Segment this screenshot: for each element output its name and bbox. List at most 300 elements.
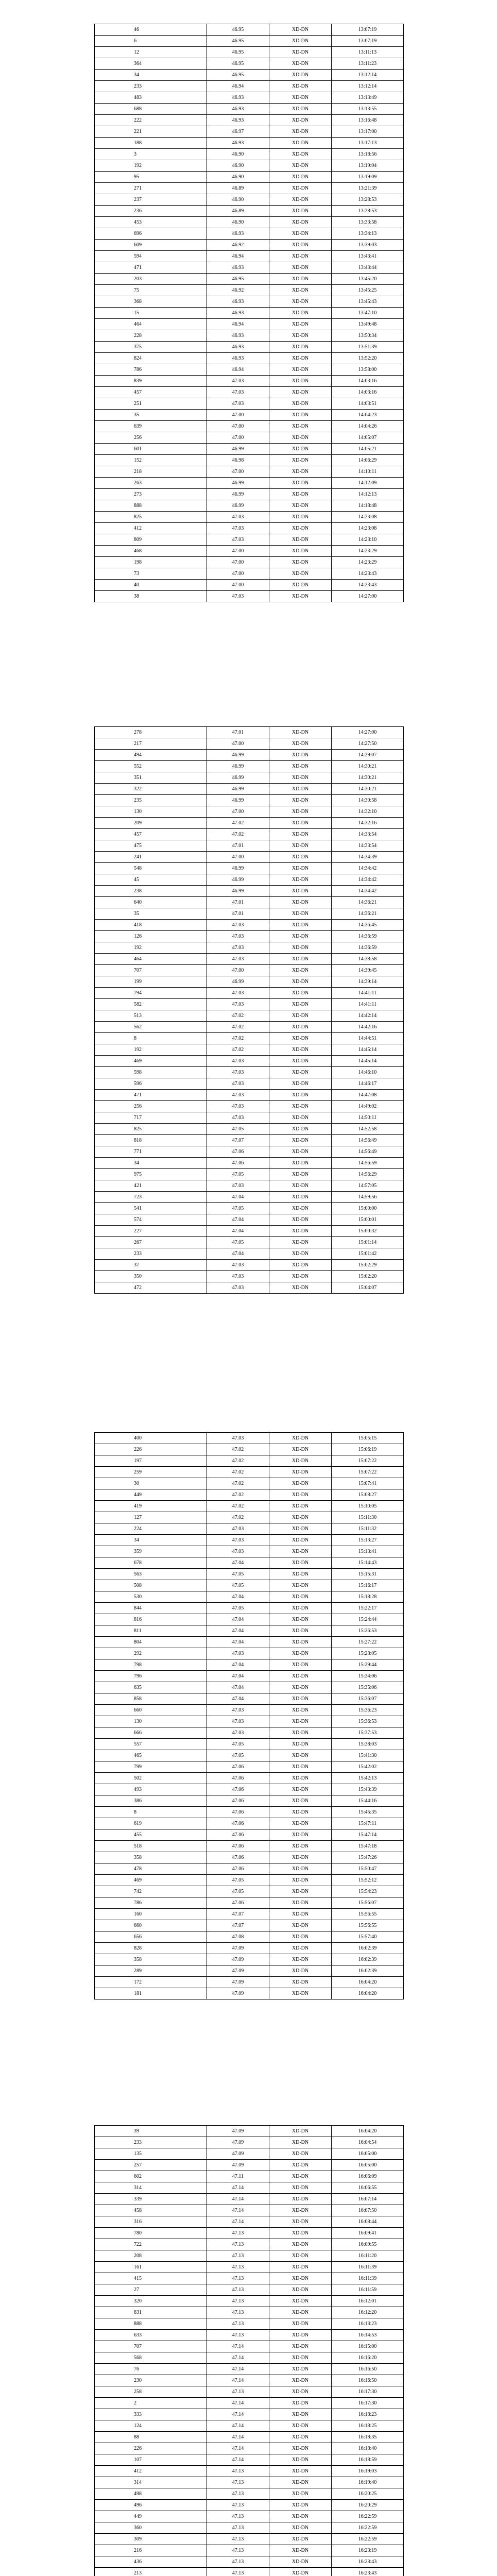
- code-cell: XD-DN: [269, 138, 332, 149]
- price-cell: 47.05: [207, 1169, 269, 1180]
- table-row: [95, 160, 404, 172]
- code-cell: XD-DN: [269, 2386, 332, 2398]
- quantity-cell: 557: [95, 1739, 207, 1750]
- code-cell: XD-DN: [269, 2454, 332, 2466]
- table-row: [95, 126, 404, 138]
- time-cell: 15:05:15: [332, 1433, 404, 1444]
- time-cell: 14:42:16: [332, 1022, 404, 1033]
- quantity-cell: 562: [95, 1022, 207, 1033]
- quantity-cell: 34: [95, 1158, 207, 1169]
- price-cell: 47.04: [207, 1214, 269, 1226]
- table-row: [95, 206, 404, 217]
- table-row: [95, 1124, 404, 1135]
- code-cell: XD-DN: [269, 1260, 332, 1271]
- time-cell: 16:22:59: [332, 2534, 404, 2545]
- quantity-cell: 130: [95, 1716, 207, 1727]
- quantity-cell: 27: [95, 2284, 207, 2296]
- code-cell: XD-DN: [269, 931, 332, 942]
- quantity-cell: 216: [95, 2545, 207, 2556]
- quantity-cell: 464: [95, 954, 207, 965]
- time-cell: 14:39:45: [332, 965, 404, 976]
- time-cell: 14:33:54: [332, 829, 404, 840]
- table-row: [95, 2511, 404, 2522]
- price-cell: 46.93: [207, 342, 269, 353]
- time-cell: 15:16:17: [332, 1580, 404, 1591]
- quantity-cell: 76: [95, 2364, 207, 2375]
- code-cell: XD-DN: [269, 489, 332, 500]
- price-cell: 47.09: [207, 1943, 269, 1954]
- time-cell: 13:58:00: [332, 364, 404, 376]
- table-row: [95, 1557, 404, 1569]
- table-row: [95, 829, 404, 840]
- quantity-cell: 358: [95, 1954, 207, 1965]
- table-row: [95, 410, 404, 421]
- time-cell: 13:51:39: [332, 342, 404, 353]
- time-cell: 13:43:44: [332, 262, 404, 274]
- table-row: [95, 999, 404, 1010]
- quantity-cell: 289: [95, 1965, 207, 1977]
- quantity-cell: 192: [95, 160, 207, 172]
- table-row: [95, 591, 404, 602]
- code-cell: XD-DN: [269, 2318, 332, 2330]
- table-row: [95, 398, 404, 410]
- quantity-cell: 786: [95, 1897, 207, 1909]
- quantity-cell: 457: [95, 387, 207, 398]
- code-cell: XD-DN: [269, 2182, 332, 2194]
- time-cell: 14:04:23: [332, 410, 404, 421]
- table-row: [95, 478, 404, 489]
- time-cell: 14:30:21: [332, 772, 404, 784]
- time-cell: 14:04:26: [332, 421, 404, 432]
- quantity-cell: 418: [95, 920, 207, 931]
- time-cell: 14:34:42: [332, 874, 404, 886]
- quantity-cell: 256: [95, 432, 207, 444]
- table-row: [95, 240, 404, 251]
- table-row: [95, 104, 404, 115]
- table-row: [95, 1056, 404, 1067]
- code-cell: XD-DN: [269, 330, 332, 342]
- table-row: [95, 1773, 404, 1784]
- code-cell: XD-DN: [269, 2262, 332, 2273]
- code-cell: XD-DN: [269, 1067, 332, 1078]
- price-cell: 46.89: [207, 183, 269, 194]
- time-cell: 14:27:00: [332, 591, 404, 602]
- time-cell: 14:23:43: [332, 568, 404, 580]
- table-row: [95, 2341, 404, 2352]
- table-row: [95, 24, 404, 36]
- code-cell: XD-DN: [269, 1727, 332, 1739]
- time-cell: 14:34:42: [332, 863, 404, 874]
- code-cell: XD-DN: [269, 285, 332, 296]
- table-row: [95, 421, 404, 432]
- code-cell: XD-DN: [269, 1954, 332, 1965]
- price-cell: 47.03: [207, 1090, 269, 1101]
- price-cell: 47.03: [207, 1523, 269, 1535]
- time-cell: 13:11:13: [332, 47, 404, 58]
- code-cell: XD-DN: [269, 965, 332, 976]
- quantity-cell: 574: [95, 1214, 207, 1226]
- time-cell: 14:05:21: [332, 444, 404, 455]
- time-cell: 14:29:07: [332, 750, 404, 761]
- table-row: [95, 1716, 404, 1727]
- time-cell: 13:12:14: [332, 81, 404, 92]
- quantity-cell: 656: [95, 1931, 207, 1943]
- code-cell: XD-DN: [269, 1943, 332, 1954]
- time-cell: 14:32:16: [332, 818, 404, 829]
- price-cell: 47.02: [207, 1022, 269, 1033]
- quantity-cell: 839: [95, 376, 207, 387]
- quantity-cell: 226: [95, 2443, 207, 2454]
- price-cell: 47.00: [207, 568, 269, 580]
- price-cell: 47.14: [207, 2352, 269, 2364]
- price-cell: 47.04: [207, 1637, 269, 1648]
- price-cell: 47.03: [207, 1180, 269, 1192]
- table-row: [95, 1637, 404, 1648]
- price-cell: 47.03: [207, 1648, 269, 1659]
- time-cell: 15:44:16: [332, 1795, 404, 1807]
- price-cell: 47.04: [207, 1226, 269, 1237]
- code-cell: XD-DN: [269, 784, 332, 795]
- code-cell: XD-DN: [269, 274, 332, 285]
- time-cell: 14:34:42: [332, 886, 404, 897]
- code-cell: XD-DN: [269, 478, 332, 489]
- time-cell: 16:12:20: [332, 2307, 404, 2318]
- price-cell: 47.02: [207, 829, 269, 840]
- price-cell: 47.03: [207, 534, 269, 546]
- table-row: [95, 1852, 404, 1863]
- price-cell: 46.99: [207, 886, 269, 897]
- code-cell: XD-DN: [269, 1988, 332, 1999]
- code-cell: XD-DN: [269, 920, 332, 931]
- quantity-cell: 172: [95, 1977, 207, 1988]
- quantity-cell: 494: [95, 750, 207, 761]
- code-cell: XD-DN: [269, 2398, 332, 2409]
- code-cell: XD-DN: [269, 1716, 332, 1727]
- price-cell: 47.14: [207, 2216, 269, 2228]
- table-row: [95, 1671, 404, 1682]
- price-cell: 47.13: [207, 2522, 269, 2534]
- code-cell: XD-DN: [269, 1180, 332, 1192]
- time-cell: 14:03:16: [332, 387, 404, 398]
- price-cell: 47.14: [207, 2420, 269, 2432]
- price-cell: 47.14: [207, 2182, 269, 2194]
- code-cell: XD-DN: [269, 455, 332, 466]
- code-cell: XD-DN: [269, 364, 332, 376]
- price-cell: 46.97: [207, 126, 269, 138]
- quantity-cell: 188: [95, 138, 207, 149]
- table-row: [95, 1977, 404, 1988]
- quantity-cell: 278: [95, 727, 207, 738]
- time-cell: 15:00:32: [332, 1226, 404, 1237]
- table-row: [95, 1761, 404, 1773]
- code-cell: XD-DN: [269, 1467, 332, 1478]
- time-cell: 15:15:31: [332, 1569, 404, 1580]
- price-cell: 47.09: [207, 2148, 269, 2160]
- code-cell: XD-DN: [269, 1603, 332, 1614]
- time-cell: 15:50:47: [332, 1863, 404, 1875]
- price-cell: 47.03: [207, 954, 269, 965]
- code-cell: XD-DN: [269, 1478, 332, 1489]
- price-cell: 46.99: [207, 795, 269, 806]
- table-row: [95, 2307, 404, 2318]
- price-cell: 47.06: [207, 1795, 269, 1807]
- time-cell: 16:04:54: [332, 2137, 404, 2148]
- quantity-cell: 483: [95, 92, 207, 104]
- price-cell: 47.13: [207, 2262, 269, 2273]
- table-row: [95, 1512, 404, 1523]
- price-cell: 47.05: [207, 1203, 269, 1214]
- price-cell: 46.94: [207, 364, 269, 376]
- quantity-cell: 825: [95, 512, 207, 523]
- price-cell: 47.14: [207, 2194, 269, 2205]
- code-cell: XD-DN: [269, 874, 332, 886]
- time-cell: 14:46:10: [332, 1067, 404, 1078]
- time-cell: 16:05:00: [332, 2160, 404, 2171]
- price-cell: 47.03: [207, 931, 269, 942]
- table-row: [95, 750, 404, 761]
- time-cell: 13:19:09: [332, 172, 404, 183]
- quantity-cell: 722: [95, 2239, 207, 2250]
- time-cell: 14:10:11: [332, 466, 404, 478]
- code-cell: XD-DN: [269, 2284, 332, 2296]
- table-row: [95, 1863, 404, 1875]
- time-cell: 15:01:14: [332, 1237, 404, 1248]
- quantity-cell: 469: [95, 1875, 207, 1886]
- table-row: [95, 2364, 404, 2375]
- code-cell: XD-DN: [269, 1237, 332, 1248]
- price-cell: 46.93: [207, 296, 269, 308]
- code-cell: XD-DN: [269, 863, 332, 874]
- price-cell: 47.04: [207, 1693, 269, 1705]
- quantity-cell: 257: [95, 2160, 207, 2171]
- table-row: [95, 1795, 404, 1807]
- code-cell: XD-DN: [269, 36, 332, 47]
- quantity-cell: 858: [95, 1693, 207, 1705]
- time-cell: 14:12:13: [332, 489, 404, 500]
- code-cell: XD-DN: [269, 1580, 332, 1591]
- table-row: [95, 2375, 404, 2386]
- price-cell: 47.13: [207, 2556, 269, 2568]
- price-cell: 46.90: [207, 217, 269, 228]
- price-cell: 47.09: [207, 2126, 269, 2137]
- price-cell: 47.13: [207, 2545, 269, 2556]
- price-cell: 47.00: [207, 580, 269, 591]
- price-cell: 47.02: [207, 1489, 269, 1501]
- time-cell: 16:07:14: [332, 2194, 404, 2205]
- table-row: [95, 1010, 404, 1022]
- quantity-cell: 263: [95, 478, 207, 489]
- quantity-cell: 798: [95, 1659, 207, 1671]
- time-cell: 13:17:13: [332, 138, 404, 149]
- time-cell: 15:47:26: [332, 1852, 404, 1863]
- quantity-cell: 598: [95, 1067, 207, 1078]
- price-cell: 46.93: [207, 308, 269, 319]
- code-cell: XD-DN: [269, 568, 332, 580]
- price-cell: 47.13: [207, 2511, 269, 2522]
- code-cell: XD-DN: [269, 466, 332, 478]
- table-row: [95, 1214, 404, 1226]
- table-row: [95, 138, 404, 149]
- code-cell: XD-DN: [269, 580, 332, 591]
- time-cell: 15:11:32: [332, 1523, 404, 1535]
- quantity-cell: 552: [95, 761, 207, 772]
- table-row: [95, 1727, 404, 1739]
- time-cell: 15:56:55: [332, 1909, 404, 1920]
- quantity-cell: 192: [95, 1044, 207, 1056]
- price-cell: 47.01: [207, 897, 269, 908]
- code-cell: XD-DN: [269, 1022, 332, 1033]
- quantity-cell: 412: [95, 2466, 207, 2477]
- table-row: [95, 2137, 404, 2148]
- code-cell: XD-DN: [269, 126, 332, 138]
- time-cell: 14:50:11: [332, 1112, 404, 1124]
- code-cell: XD-DN: [269, 319, 332, 330]
- quantity-cell: 37: [95, 1260, 207, 1271]
- quantity-cell: 786: [95, 364, 207, 376]
- quantity-cell: 235: [95, 795, 207, 806]
- code-cell: XD-DN: [269, 795, 332, 806]
- time-cell: 14:30:58: [332, 795, 404, 806]
- time-cell: 15:14:43: [332, 1557, 404, 1569]
- table-row: [95, 1875, 404, 1886]
- code-cell: XD-DN: [269, 160, 332, 172]
- time-cell: 16:02:39: [332, 1954, 404, 1965]
- price-cell: 47.00: [207, 466, 269, 478]
- table-row: [95, 1112, 404, 1124]
- quantity-cell: 688: [95, 104, 207, 115]
- table-row: [95, 1954, 404, 1965]
- price-cell: 47.03: [207, 1433, 269, 1444]
- table-row: [95, 1535, 404, 1546]
- code-cell: XD-DN: [269, 1433, 332, 1444]
- time-cell: 16:23:43: [332, 2556, 404, 2568]
- quantity-cell: 314: [95, 2182, 207, 2194]
- time-cell: 16:04:20: [332, 1977, 404, 1988]
- code-cell: XD-DN: [269, 1010, 332, 1022]
- time-cell: 13:28:53: [332, 194, 404, 206]
- code-cell: XD-DN: [269, 546, 332, 557]
- table-row: [95, 942, 404, 954]
- table-row: [95, 285, 404, 296]
- time-cell: 16:15:00: [332, 2341, 404, 2352]
- price-cell: 46.95: [207, 58, 269, 70]
- time-cell: 16:22:59: [332, 2511, 404, 2522]
- table-row: [95, 1580, 404, 1591]
- time-cell: 15:36:07: [332, 1693, 404, 1705]
- price-cell: 47.14: [207, 2432, 269, 2443]
- time-cell: 14:05:07: [332, 432, 404, 444]
- time-cell: 16:18:59: [332, 2454, 404, 2466]
- time-cell: 15:27:22: [332, 1637, 404, 1648]
- table-row: [95, 376, 404, 387]
- time-cell: 14:56:49: [332, 1135, 404, 1146]
- price-log-table: [94, 2125, 404, 2576]
- table-row: [95, 1659, 404, 1671]
- quantity-cell: 160: [95, 1909, 207, 1920]
- quantity-cell: 251: [95, 398, 207, 410]
- time-cell: 16:23:43: [332, 2568, 404, 2576]
- table-row: [95, 1146, 404, 1158]
- time-cell: 13:50:34: [332, 330, 404, 342]
- time-cell: 16:04:20: [332, 1988, 404, 1999]
- time-cell: 16:07:50: [332, 2205, 404, 2216]
- time-cell: 13:07:19: [332, 24, 404, 36]
- table-row: [95, 2318, 404, 2330]
- code-cell: XD-DN: [269, 1875, 332, 1886]
- price-cell: 47.03: [207, 1271, 269, 1282]
- table-row: [95, 557, 404, 568]
- code-cell: XD-DN: [269, 1501, 332, 1512]
- code-cell: XD-DN: [269, 2307, 332, 2318]
- code-cell: XD-DN: [269, 1648, 332, 1659]
- code-cell: XD-DN: [269, 2171, 332, 2182]
- price-cell: 47.05: [207, 1750, 269, 1761]
- table-row: [95, 1467, 404, 1478]
- quantity-cell: 292: [95, 1648, 207, 1659]
- table-row: [95, 2409, 404, 2420]
- time-cell: 13:12:14: [332, 70, 404, 81]
- time-cell: 15:00:00: [332, 1203, 404, 1214]
- code-cell: XD-DN: [269, 1886, 332, 1897]
- time-cell: 14:34:39: [332, 852, 404, 863]
- table-row: [95, 806, 404, 818]
- table-row: [95, 965, 404, 976]
- quantity-cell: 717: [95, 1112, 207, 1124]
- quantity-cell: 469: [95, 1056, 207, 1067]
- quantity-cell: 633: [95, 2330, 207, 2341]
- price-cell: 47.06: [207, 1841, 269, 1852]
- price-cell: 46.99: [207, 761, 269, 772]
- quantity-cell: 271: [95, 183, 207, 194]
- table-row: [95, 36, 404, 47]
- table-row: [95, 886, 404, 897]
- code-cell: XD-DN: [269, 2375, 332, 2386]
- quantity-cell: 816: [95, 1614, 207, 1625]
- table-row: [95, 1090, 404, 1101]
- code-cell: XD-DN: [269, 2341, 332, 2352]
- table-row: [95, 1237, 404, 1248]
- quantity-cell: 6: [95, 36, 207, 47]
- table-row: [95, 489, 404, 500]
- code-cell: XD-DN: [269, 206, 332, 217]
- price-cell: 46.90: [207, 194, 269, 206]
- price-cell: 47.03: [207, 942, 269, 954]
- quantity-cell: 804: [95, 1637, 207, 1648]
- code-cell: XD-DN: [269, 534, 332, 546]
- price-cell: 47.13: [207, 2477, 269, 2488]
- price-cell: 46.90: [207, 160, 269, 172]
- code-cell: XD-DN: [269, 1090, 332, 1101]
- code-cell: XD-DN: [269, 1078, 332, 1090]
- time-cell: 14:52:58: [332, 1124, 404, 1135]
- code-cell: XD-DN: [269, 1682, 332, 1693]
- time-cell: 13:07:19: [332, 36, 404, 47]
- price-cell: 46.99: [207, 750, 269, 761]
- code-cell: XD-DN: [269, 806, 332, 818]
- price-cell: 47.06: [207, 1829, 269, 1841]
- code-cell: XD-DN: [269, 92, 332, 104]
- quantity-cell: 364: [95, 58, 207, 70]
- table-row: [95, 1478, 404, 1489]
- price-cell: 47.06: [207, 1897, 269, 1909]
- quantity-cell: 238: [95, 886, 207, 897]
- price-cell: 46.98: [207, 455, 269, 466]
- code-cell: XD-DN: [269, 353, 332, 364]
- price-cell: 47.03: [207, 591, 269, 602]
- time-cell: 15:10:05: [332, 1501, 404, 1512]
- quantity-cell: 34: [95, 70, 207, 81]
- table-row: [95, 2273, 404, 2284]
